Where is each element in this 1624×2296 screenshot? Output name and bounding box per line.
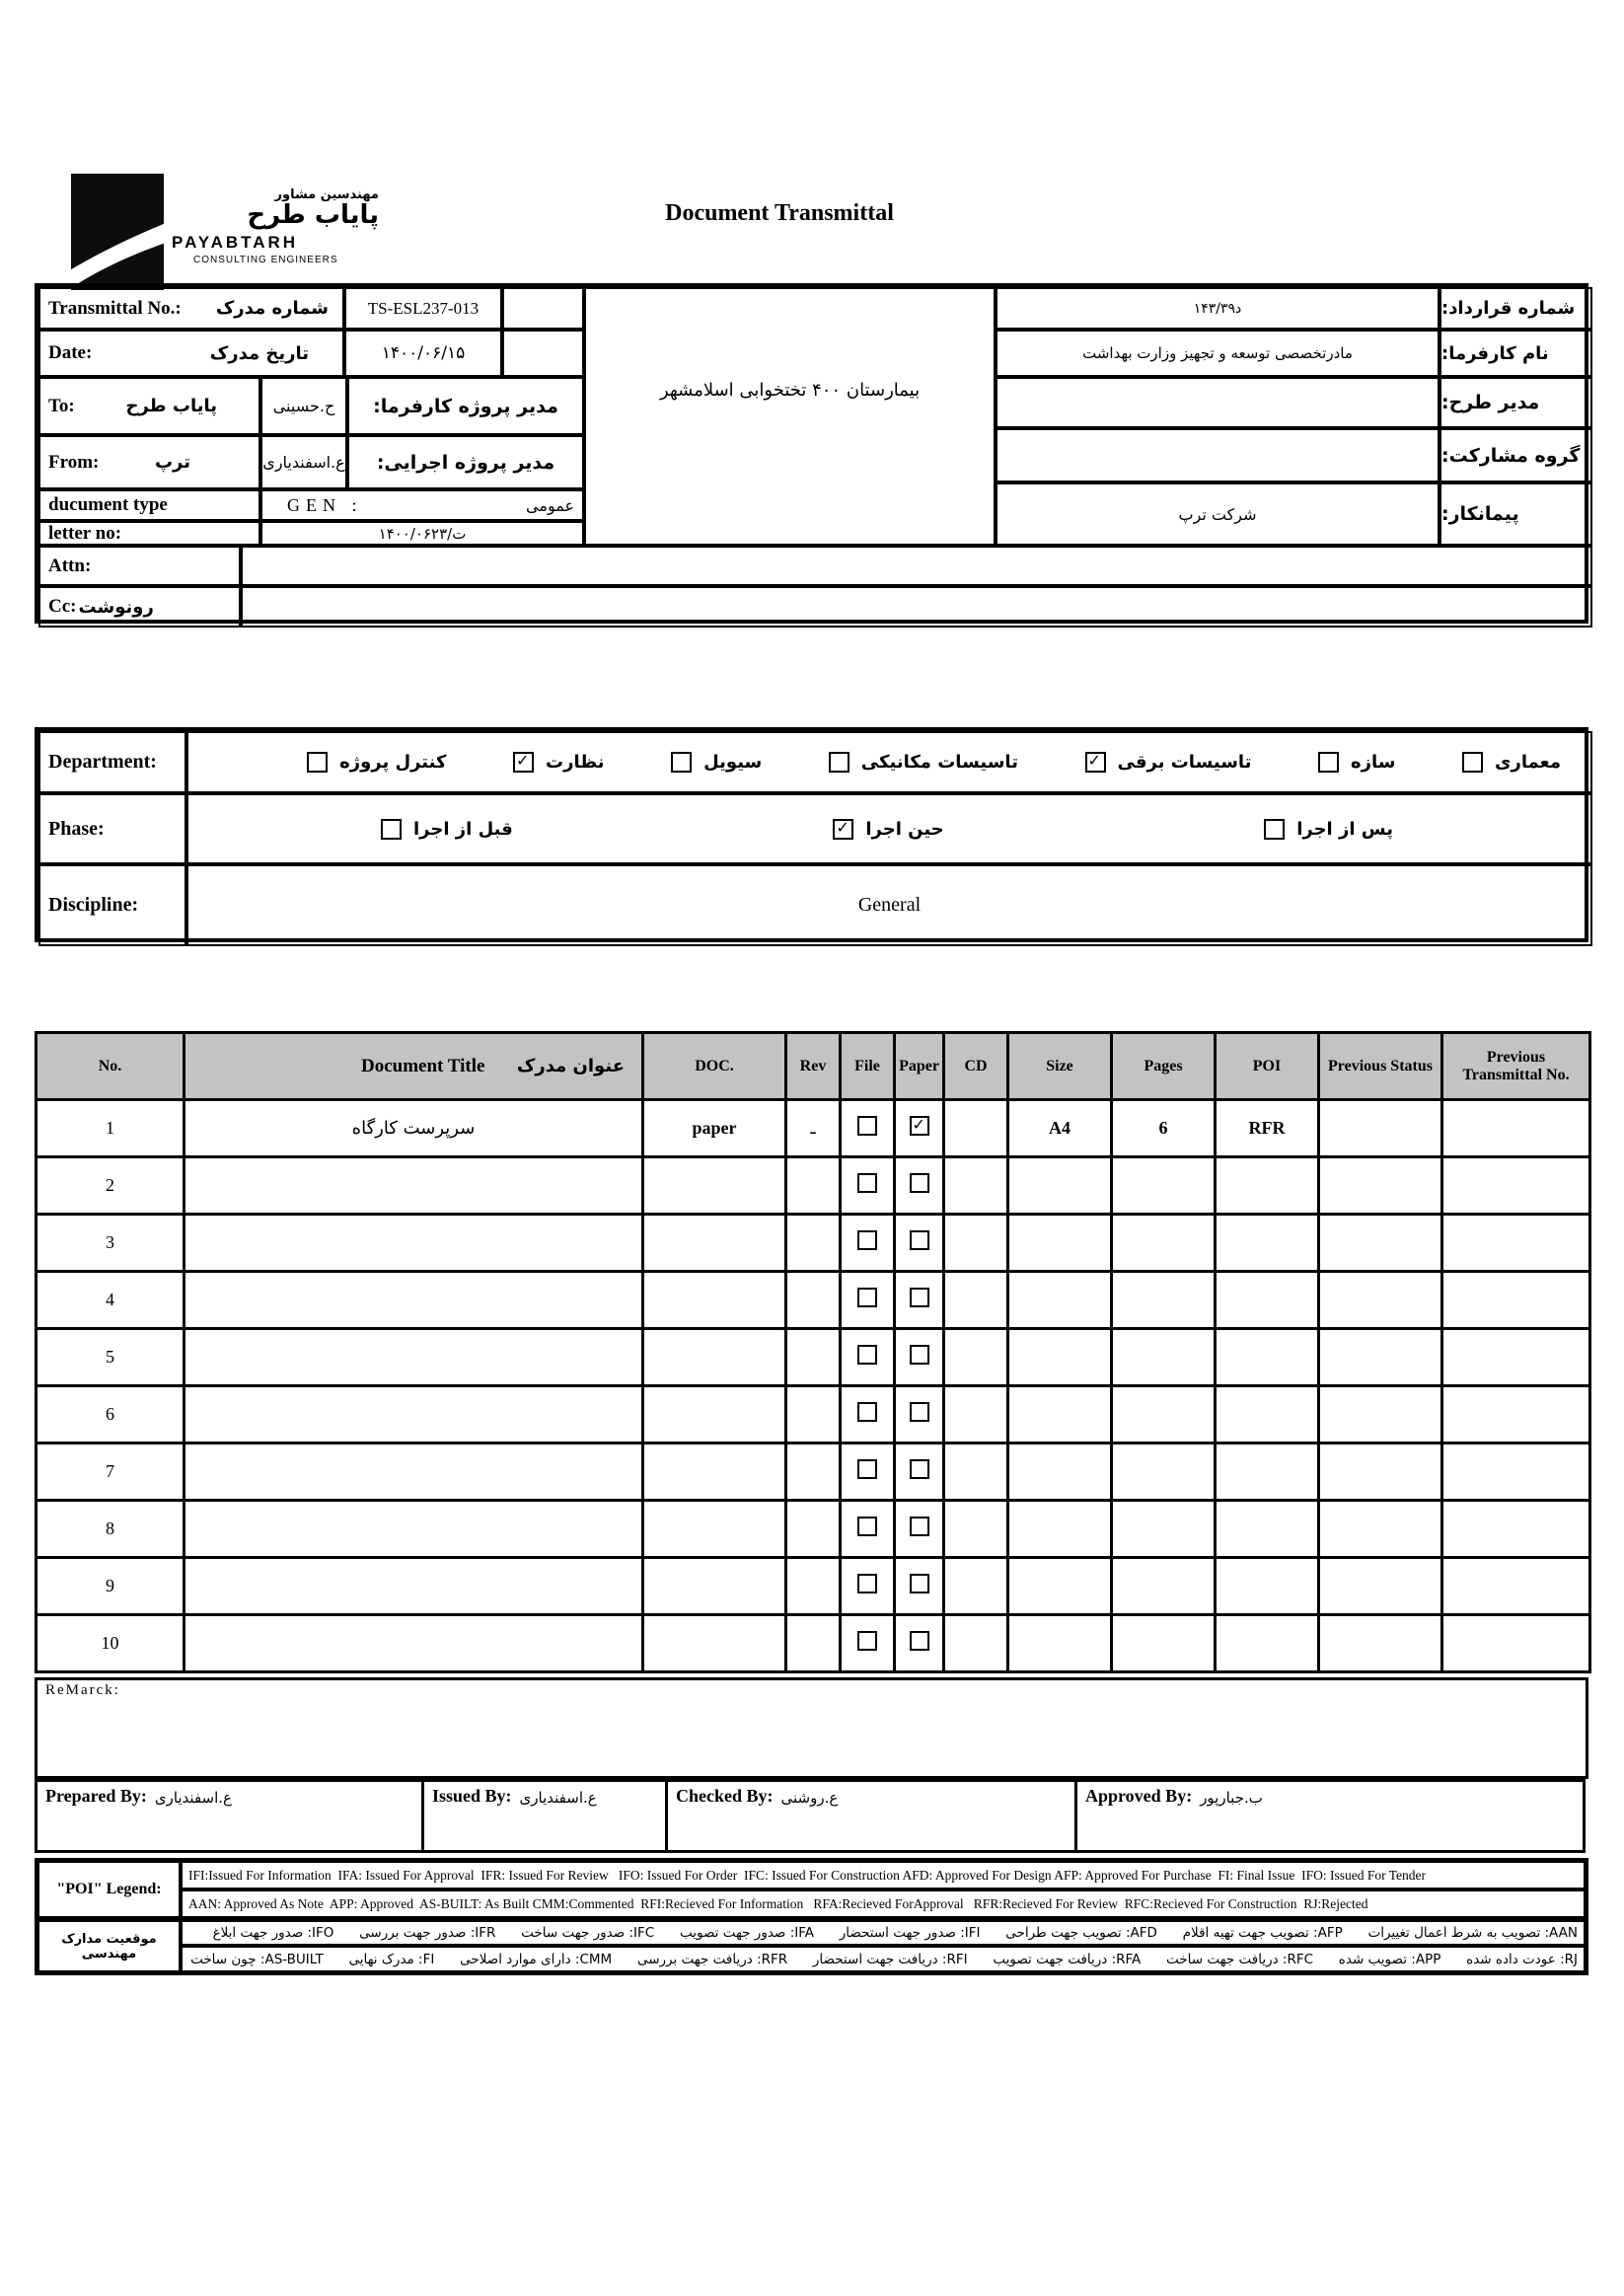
attn-value-cell bbox=[241, 546, 1592, 586]
approved-by-label: Approved By: bbox=[1085, 1786, 1193, 1806]
department-checkbox[interactable] bbox=[829, 752, 849, 773]
paper-checkbox[interactable] bbox=[910, 1345, 929, 1365]
issued-by-name: ع.اسفندیاری bbox=[519, 1789, 597, 1807]
paper-checkbox[interactable] bbox=[910, 1116, 929, 1136]
pages-cell bbox=[1112, 1444, 1216, 1501]
file-checkbox-cell bbox=[841, 1329, 895, 1386]
file-checkbox[interactable] bbox=[857, 1116, 877, 1136]
row-number: 3 bbox=[37, 1215, 185, 1272]
document-title-cell bbox=[185, 1215, 643, 1272]
pages-cell bbox=[1112, 1386, 1216, 1444]
col-file: File bbox=[841, 1033, 895, 1100]
previous-status-cell bbox=[1319, 1501, 1442, 1558]
previous-status-cell bbox=[1319, 1272, 1442, 1329]
file-checkbox[interactable] bbox=[857, 1459, 877, 1479]
poi-cell bbox=[1216, 1558, 1319, 1615]
paper-checkbox[interactable] bbox=[910, 1459, 929, 1479]
department-option bbox=[513, 752, 605, 773]
issued-by-label: Issued By: bbox=[432, 1786, 512, 1806]
doc-type-cell bbox=[643, 1558, 786, 1615]
option-label: کنترل پروژه bbox=[339, 752, 447, 773]
previous-transmittal-cell bbox=[1442, 1329, 1590, 1386]
letter-no-value: ت/۱۴۰۰/۰۶۲۳ bbox=[260, 521, 584, 546]
brand-fa-small: مهندسین مشاور bbox=[274, 187, 379, 202]
department-checkbox[interactable] bbox=[1085, 752, 1106, 773]
date-value: ۱۴۰۰/۰۶/۱۵ bbox=[344, 330, 502, 377]
poi-cell bbox=[1216, 1444, 1319, 1501]
pages-cell bbox=[1112, 1272, 1216, 1329]
cd-cell bbox=[944, 1501, 1008, 1558]
size-cell bbox=[1008, 1215, 1112, 1272]
issued-by-box bbox=[421, 1779, 668, 1853]
previous-transmittal-cell bbox=[1442, 1444, 1590, 1501]
department-checkbox[interactable] bbox=[1318, 752, 1339, 773]
cd-cell bbox=[944, 1215, 1008, 1272]
table-row bbox=[37, 1558, 1590, 1615]
paper-checkbox[interactable] bbox=[910, 1230, 929, 1250]
discipline-label: Discipline: bbox=[38, 864, 186, 946]
phase-label: Phase: bbox=[38, 793, 186, 864]
document-title-cell bbox=[185, 1329, 643, 1386]
date-spacer-cell bbox=[502, 330, 584, 377]
document-title-cell bbox=[185, 1386, 643, 1444]
row-number: 8 bbox=[37, 1501, 185, 1558]
file-checkbox-cell bbox=[841, 1444, 895, 1501]
department-options bbox=[188, 752, 1590, 773]
size-cell bbox=[1008, 1558, 1112, 1615]
prepared-by-box bbox=[35, 1779, 424, 1853]
rev-cell bbox=[786, 1386, 841, 1444]
paper-checkbox-cell bbox=[895, 1501, 944, 1558]
col-no: No. bbox=[37, 1033, 185, 1100]
file-checkbox-cell bbox=[841, 1157, 895, 1215]
poi-cell bbox=[1216, 1329, 1319, 1386]
phase-checkbox[interactable] bbox=[833, 819, 853, 840]
poi-legend-en-row2: AAN: Approved As Note APP: Approved AS-BUILT: As Built CMM:Commented RFI:Recieved For Information RFA:Recieved ForApproval RFR:Recieved For Review RFC:Recieved For Construction RJ:Rejected bbox=[181, 1889, 1586, 1918]
doctype-code: GEN : bbox=[287, 494, 363, 515]
previous-status-cell bbox=[1319, 1615, 1442, 1672]
design-manager-label: مدیر طرح: bbox=[1439, 377, 1592, 428]
option-label: سیویل bbox=[703, 752, 763, 773]
contractor-label: پیمانکار: bbox=[1439, 482, 1592, 546]
pages-cell: 6 bbox=[1112, 1100, 1216, 1157]
remark-label: ReMarck: bbox=[45, 1682, 120, 1698]
paper-checkbox-cell bbox=[895, 1272, 944, 1329]
size-cell bbox=[1008, 1329, 1112, 1386]
paper-checkbox[interactable] bbox=[910, 1173, 929, 1193]
jv-group-value bbox=[996, 428, 1439, 482]
classification-table bbox=[35, 727, 1588, 942]
date-label-fa: تاریخ مدرک bbox=[209, 342, 309, 364]
option-label: قبل از اجرا bbox=[413, 818, 513, 840]
rev-cell bbox=[786, 1558, 841, 1615]
file-checkbox-cell bbox=[841, 1215, 895, 1272]
row-number: 1 bbox=[37, 1100, 185, 1157]
doc-type-cell bbox=[643, 1444, 786, 1501]
rev-cell bbox=[786, 1215, 841, 1272]
previous-transmittal-cell bbox=[1442, 1501, 1590, 1558]
approved-by-name: ب.جبارپور bbox=[1200, 1789, 1263, 1807]
col-size: Size bbox=[1008, 1033, 1112, 1100]
option-label: حین اجرا bbox=[865, 818, 944, 840]
pages-cell bbox=[1112, 1157, 1216, 1215]
option-label: معماری bbox=[1495, 752, 1561, 773]
table-row bbox=[37, 1157, 1590, 1215]
from-value: ترپ bbox=[154, 452, 190, 473]
table-row bbox=[37, 1386, 1590, 1444]
brand-en-name: PAYABTARH bbox=[172, 233, 299, 253]
doc-type-cell bbox=[643, 1215, 786, 1272]
size-cell bbox=[1008, 1157, 1112, 1215]
from-label: From: bbox=[48, 451, 100, 473]
file-checkbox[interactable] bbox=[857, 1288, 877, 1307]
client-pm-label: مدیر پروژه کارفرما: bbox=[347, 377, 584, 435]
row-number: 6 bbox=[37, 1386, 185, 1444]
cd-cell bbox=[944, 1386, 1008, 1444]
option-label: تاسیسات مکانیکی bbox=[860, 752, 1018, 773]
page-title: Document Transmittal bbox=[665, 200, 894, 226]
phase-option bbox=[833, 819, 943, 840]
doctype-label: ducument type bbox=[38, 489, 260, 521]
department-checkbox[interactable] bbox=[307, 752, 328, 773]
transmittal-no-label-fa: شماره مدرک bbox=[215, 298, 329, 319]
department-option bbox=[1085, 752, 1252, 773]
paper-checkbox-cell bbox=[895, 1157, 944, 1215]
document-title-cell: سرپرست کارگاه bbox=[185, 1100, 643, 1157]
pages-cell bbox=[1112, 1558, 1216, 1615]
paper-checkbox[interactable] bbox=[910, 1631, 929, 1651]
cc-value-cell bbox=[241, 586, 1592, 628]
brand-fa-large: پایاب طرح bbox=[247, 200, 379, 230]
signature-row bbox=[35, 1779, 1588, 1853]
prepared-by-name: ع.اسفندیاری bbox=[154, 1789, 232, 1807]
file-checkbox-cell bbox=[841, 1386, 895, 1444]
col-title bbox=[185, 1033, 643, 1100]
file-checkbox[interactable] bbox=[857, 1345, 877, 1365]
file-checkbox[interactable] bbox=[857, 1574, 877, 1593]
document-rows bbox=[37, 1100, 1590, 1672]
documents-table bbox=[35, 1031, 1591, 1673]
poi-legend-fa-row1: AAN: تصویب به شرط اعمال تغییرات AFP: تصویب جهت تهیه اقلام AFD: تصویب جهت طراحی IFI: صدور جهت استحضار IFA: صدور جهت تصویب IFC: صدور جهت ساخت IFR: صدور جهت بررسی IFO: صدور جهت ابلاغ bbox=[181, 1918, 1586, 1946]
cc-label-en: Cc: bbox=[48, 596, 77, 617]
contract-no-label: شماره قرارداد: bbox=[1439, 287, 1592, 330]
size-cell bbox=[1008, 1501, 1112, 1558]
department-checkbox[interactable] bbox=[671, 752, 692, 773]
doc-type-cell bbox=[643, 1501, 786, 1558]
size-cell bbox=[1008, 1272, 1112, 1329]
file-checkbox-cell bbox=[841, 1100, 895, 1157]
paper-checkbox[interactable] bbox=[910, 1517, 929, 1536]
table-row bbox=[37, 1272, 1590, 1329]
paper-checkbox-cell bbox=[895, 1386, 944, 1444]
remark-box bbox=[35, 1677, 1588, 1779]
from-cell bbox=[38, 435, 260, 489]
file-checkbox[interactable] bbox=[857, 1230, 877, 1250]
previous-transmittal-cell bbox=[1442, 1558, 1590, 1615]
rev-cell bbox=[786, 1444, 841, 1501]
previous-status-cell bbox=[1319, 1444, 1442, 1501]
paper-checkbox[interactable] bbox=[910, 1288, 929, 1307]
doc-type-cell bbox=[643, 1157, 786, 1215]
paper-checkbox-cell bbox=[895, 1329, 944, 1386]
col-rev: Rev bbox=[786, 1033, 841, 1100]
col-prev-transmittal: Previous Transmittal No. bbox=[1442, 1033, 1590, 1100]
phase-checkbox[interactable] bbox=[1264, 819, 1285, 840]
contractor-value: شرکت ترپ bbox=[996, 482, 1439, 546]
department-checkbox[interactable] bbox=[1462, 752, 1483, 773]
pages-cell bbox=[1112, 1615, 1216, 1672]
date-label-en: Date: bbox=[48, 342, 93, 363]
phase-options bbox=[188, 819, 1590, 840]
row-number: 10 bbox=[37, 1615, 185, 1672]
doc-type-cell bbox=[643, 1329, 786, 1386]
transmittal-no-label-cell bbox=[38, 287, 344, 330]
design-manager-value bbox=[996, 377, 1439, 428]
row-number: 7 bbox=[37, 1444, 185, 1501]
contract-no-value: د۱۴۳/۳۹ bbox=[996, 287, 1439, 330]
to-label: To: bbox=[48, 395, 75, 416]
col-prev-status: Previous Status bbox=[1319, 1033, 1442, 1100]
file-checkbox[interactable] bbox=[857, 1402, 877, 1422]
table-row bbox=[37, 1100, 1590, 1157]
cd-cell bbox=[944, 1615, 1008, 1672]
paper-checkbox[interactable] bbox=[910, 1402, 929, 1422]
document-title-cell bbox=[185, 1444, 643, 1501]
paper-checkbox-cell bbox=[895, 1558, 944, 1615]
row-number: 4 bbox=[37, 1272, 185, 1329]
row-number: 9 bbox=[37, 1558, 185, 1615]
pages-cell bbox=[1112, 1215, 1216, 1272]
previous-status-cell bbox=[1319, 1386, 1442, 1444]
col-pages: Pages bbox=[1112, 1033, 1216, 1100]
doc-type-cell bbox=[643, 1386, 786, 1444]
transmittal-no-value: TS-ESL237-013 bbox=[344, 287, 502, 330]
cd-cell bbox=[944, 1272, 1008, 1329]
paper-checkbox-cell bbox=[895, 1615, 944, 1672]
letter-no-label: letter no: bbox=[38, 521, 260, 546]
department-option bbox=[829, 752, 1018, 773]
previous-transmittal-cell bbox=[1442, 1615, 1590, 1672]
transmittal-no-spacer-cell bbox=[502, 287, 584, 330]
poi-legend-en-row1: IFI:Issued For Information IFA: Issued For Approval IFR: Issued For Review IFO: Issued For Order IFC: Issued For Construction AFD: Approved For Design AFP: Approved For Purchase FI: Final Issue IFO: Issued For Tender bbox=[181, 1861, 1586, 1889]
phase-option bbox=[1264, 819, 1393, 840]
payabtarh-logo-icon bbox=[71, 174, 164, 290]
option-label: پس از اجرا bbox=[1296, 818, 1393, 840]
company-logo bbox=[71, 174, 379, 290]
cd-cell bbox=[944, 1444, 1008, 1501]
document-title-cell bbox=[185, 1558, 643, 1615]
brand-en-subtitle: CONSULTING ENGINEERS bbox=[193, 255, 338, 266]
doctype-value-cell bbox=[260, 489, 584, 521]
poi-legend-fa-row2: RJ: عودت داده شده APP: تصویب شده RFC: دریافت جهت ساخت RFA: دریافت جهت تصویب RFI: دریافت جهت استحضار RFR: دریافت جهت بررسی CMM: دارای موارد اصلاحی FI: مدرک نهایی AS-BUILT: چون ساخت bbox=[181, 1946, 1586, 1972]
previous-transmittal-cell bbox=[1442, 1157, 1590, 1215]
documents-table-wrapper bbox=[35, 1031, 1591, 1673]
option-label: تاسیسات برقی bbox=[1117, 752, 1252, 773]
previous-status-cell bbox=[1319, 1157, 1442, 1215]
checked-by-label: Checked By: bbox=[676, 1786, 774, 1806]
client-name-value: مادرتخصصی توسعه و تجهیز وزارت بهداشت bbox=[996, 330, 1439, 377]
department-option bbox=[1318, 752, 1395, 773]
date-label-cell bbox=[38, 330, 344, 377]
col-poi: POI bbox=[1216, 1033, 1319, 1100]
header-info-table bbox=[35, 283, 1588, 624]
table-row bbox=[37, 1501, 1590, 1558]
table-row bbox=[37, 1615, 1590, 1672]
approved-by-box bbox=[1074, 1779, 1586, 1853]
paper-checkbox-cell bbox=[895, 1100, 944, 1157]
rev-cell bbox=[786, 1615, 841, 1672]
previous-status-cell bbox=[1319, 1558, 1442, 1615]
doctype-fa: عمومی bbox=[526, 495, 574, 515]
poi-cell bbox=[1216, 1272, 1319, 1329]
cd-cell bbox=[944, 1558, 1008, 1615]
department-option bbox=[671, 752, 762, 773]
cc-label-fa: رونوشت bbox=[78, 596, 154, 618]
transmittal-no-label-en: Transmittal No.: bbox=[48, 297, 182, 319]
previous-transmittal-cell bbox=[1442, 1272, 1590, 1329]
option-label: سازه bbox=[1351, 752, 1396, 773]
size-cell bbox=[1008, 1386, 1112, 1444]
phase-option bbox=[381, 819, 513, 840]
col-paper: Paper bbox=[895, 1033, 944, 1100]
previous-transmittal-cell bbox=[1442, 1100, 1590, 1157]
department-label: Department: bbox=[38, 731, 186, 793]
client-pm-value: ح.حسینی bbox=[260, 377, 347, 435]
previous-status-cell bbox=[1319, 1100, 1442, 1157]
file-checkbox-cell bbox=[841, 1272, 895, 1329]
checked-by-name: ع.روشنی bbox=[780, 1789, 839, 1807]
documents-table-header bbox=[37, 1033, 1590, 1100]
to-value: پایاب طرح bbox=[125, 396, 217, 416]
previous-status-cell bbox=[1319, 1329, 1442, 1386]
project-name-cell: بیمارستان ۴۰۰ تختخوابی اسلامشهر bbox=[584, 287, 996, 546]
department-option bbox=[1462, 752, 1561, 773]
file-checkbox-cell bbox=[841, 1558, 895, 1615]
size-cell bbox=[1008, 1615, 1112, 1672]
doc-type-cell bbox=[643, 1272, 786, 1329]
poi-legend-label-fa: موقعیت مدارک مهندسی bbox=[37, 1918, 181, 1972]
exec-pm-value: ع.اسفندیاری bbox=[260, 435, 347, 489]
rev-cell bbox=[786, 1329, 841, 1386]
cc-label-cell bbox=[38, 586, 241, 628]
col-title-fa: عنوان مدرک bbox=[516, 1056, 625, 1076]
col-doc: DOC. bbox=[643, 1033, 786, 1100]
table-row bbox=[37, 1329, 1590, 1386]
poi-cell bbox=[1216, 1157, 1319, 1215]
table-row bbox=[37, 1444, 1590, 1501]
file-checkbox[interactable] bbox=[857, 1631, 877, 1651]
cd-cell bbox=[944, 1157, 1008, 1215]
file-checkbox-cell bbox=[841, 1615, 895, 1672]
row-number: 2 bbox=[37, 1157, 185, 1215]
paper-checkbox-cell bbox=[895, 1215, 944, 1272]
jv-group-label: گروه مشارکت: bbox=[1439, 428, 1592, 482]
document-title-cell bbox=[185, 1157, 643, 1215]
file-checkbox[interactable] bbox=[857, 1517, 877, 1536]
previous-transmittal-cell bbox=[1442, 1215, 1590, 1272]
col-cd: CD bbox=[944, 1033, 1008, 1100]
rev-cell: ـ bbox=[786, 1100, 841, 1157]
previous-transmittal-cell bbox=[1442, 1386, 1590, 1444]
file-checkbox[interactable] bbox=[857, 1173, 877, 1193]
department-option bbox=[307, 752, 446, 773]
paper-checkbox[interactable] bbox=[910, 1574, 929, 1593]
rev-cell bbox=[786, 1157, 841, 1215]
document-title-cell bbox=[185, 1272, 643, 1329]
rev-cell bbox=[786, 1501, 841, 1558]
checked-by-box bbox=[665, 1779, 1077, 1853]
discipline-value: General bbox=[186, 864, 1592, 946]
poi-legend-label: "POI" Legend: bbox=[37, 1861, 181, 1918]
file-checkbox-cell bbox=[841, 1501, 895, 1558]
poi-cell bbox=[1216, 1386, 1319, 1444]
to-cell bbox=[38, 377, 260, 435]
paper-checkbox-cell bbox=[895, 1444, 944, 1501]
attn-label: Attn: bbox=[38, 546, 241, 586]
col-title-en: Document Title bbox=[361, 1055, 485, 1076]
cd-cell bbox=[944, 1329, 1008, 1386]
phase-checkbox[interactable] bbox=[381, 819, 402, 840]
size-cell: A4 bbox=[1008, 1100, 1112, 1157]
doc-type-cell: paper bbox=[643, 1100, 786, 1157]
poi-cell bbox=[1216, 1615, 1319, 1672]
poi-cell bbox=[1216, 1215, 1319, 1272]
department-checkbox[interactable] bbox=[513, 752, 534, 773]
prepared-by-label: Prepared By: bbox=[45, 1786, 147, 1806]
client-name-label: نام کارفرما: bbox=[1439, 330, 1592, 377]
document-title-cell bbox=[185, 1501, 643, 1558]
previous-status-cell bbox=[1319, 1215, 1442, 1272]
rev-cell bbox=[786, 1272, 841, 1329]
document-title-cell bbox=[185, 1615, 643, 1672]
table-row bbox=[37, 1215, 1590, 1272]
pages-cell bbox=[1112, 1329, 1216, 1386]
poi-cell: RFR bbox=[1216, 1100, 1319, 1157]
pages-cell bbox=[1112, 1501, 1216, 1558]
row-number: 5 bbox=[37, 1329, 185, 1386]
poi-legend bbox=[35, 1858, 1588, 1975]
size-cell bbox=[1008, 1444, 1112, 1501]
exec-pm-label: مدیر پروژه اجرایی: bbox=[347, 435, 584, 489]
option-label: نظارت bbox=[546, 752, 605, 773]
cd-cell bbox=[944, 1100, 1008, 1157]
doc-type-cell bbox=[643, 1615, 786, 1672]
poi-cell bbox=[1216, 1501, 1319, 1558]
